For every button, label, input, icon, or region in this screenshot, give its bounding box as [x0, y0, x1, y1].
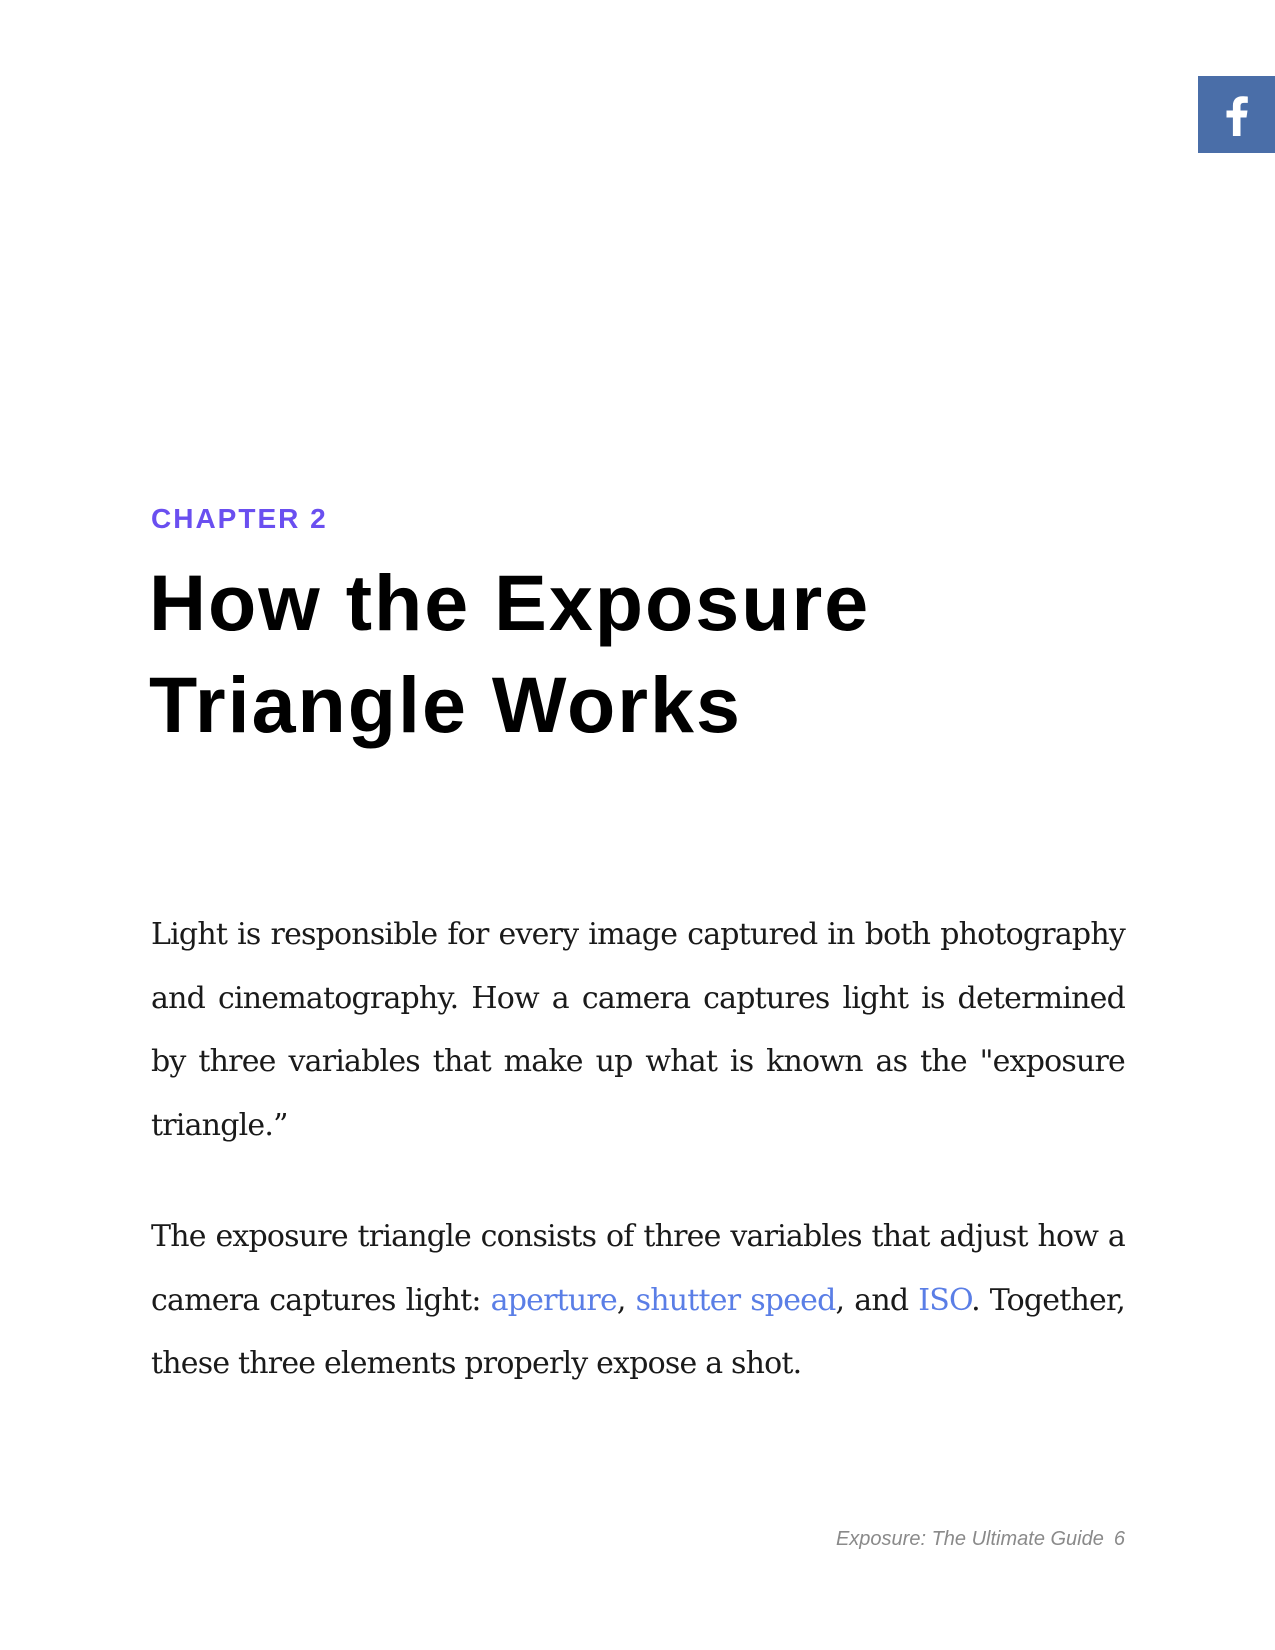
chapter-title [149, 552, 870, 756]
aperture-link[interactable]: aperture [490, 1282, 617, 1318]
separator-text: , and [835, 1282, 919, 1318]
chapter-label: CHAPTER 2 [151, 503, 328, 534]
facebook-share-button[interactable] [1198, 76, 1275, 153]
paragraph-tail-text: . Together, these three elements properly expose a shot. [151, 1282, 1125, 1381]
chapter-title-line-2: Triangle Works [149, 660, 742, 749]
page-number: 6 [1113, 1528, 1125, 1550]
shutter-speed-link[interactable]: shutter speed [635, 1282, 836, 1318]
chapter-title-line-1: How the Exposure [149, 558, 871, 647]
paragraph-lead-text: The exposure triangle consists of three variables that adjust how a camera captures light: [151, 1219, 1125, 1318]
facebook-icon [1225, 94, 1249, 136]
iso-link[interactable]: ISO [918, 1282, 972, 1318]
intro-paragraph: Light is responsible for every image captured in both photography and cinematography. How a camera captures light is determined by three variables that make up what is known as the "exposure triangle.” [151, 917, 1125, 1143]
separator-text: , [616, 1282, 636, 1318]
page-footer [836, 1528, 1125, 1551]
triangle-paragraph [151, 1205, 1125, 1396]
guide-title: Exposure: The Ultimate Guide [835, 1528, 1104, 1550]
